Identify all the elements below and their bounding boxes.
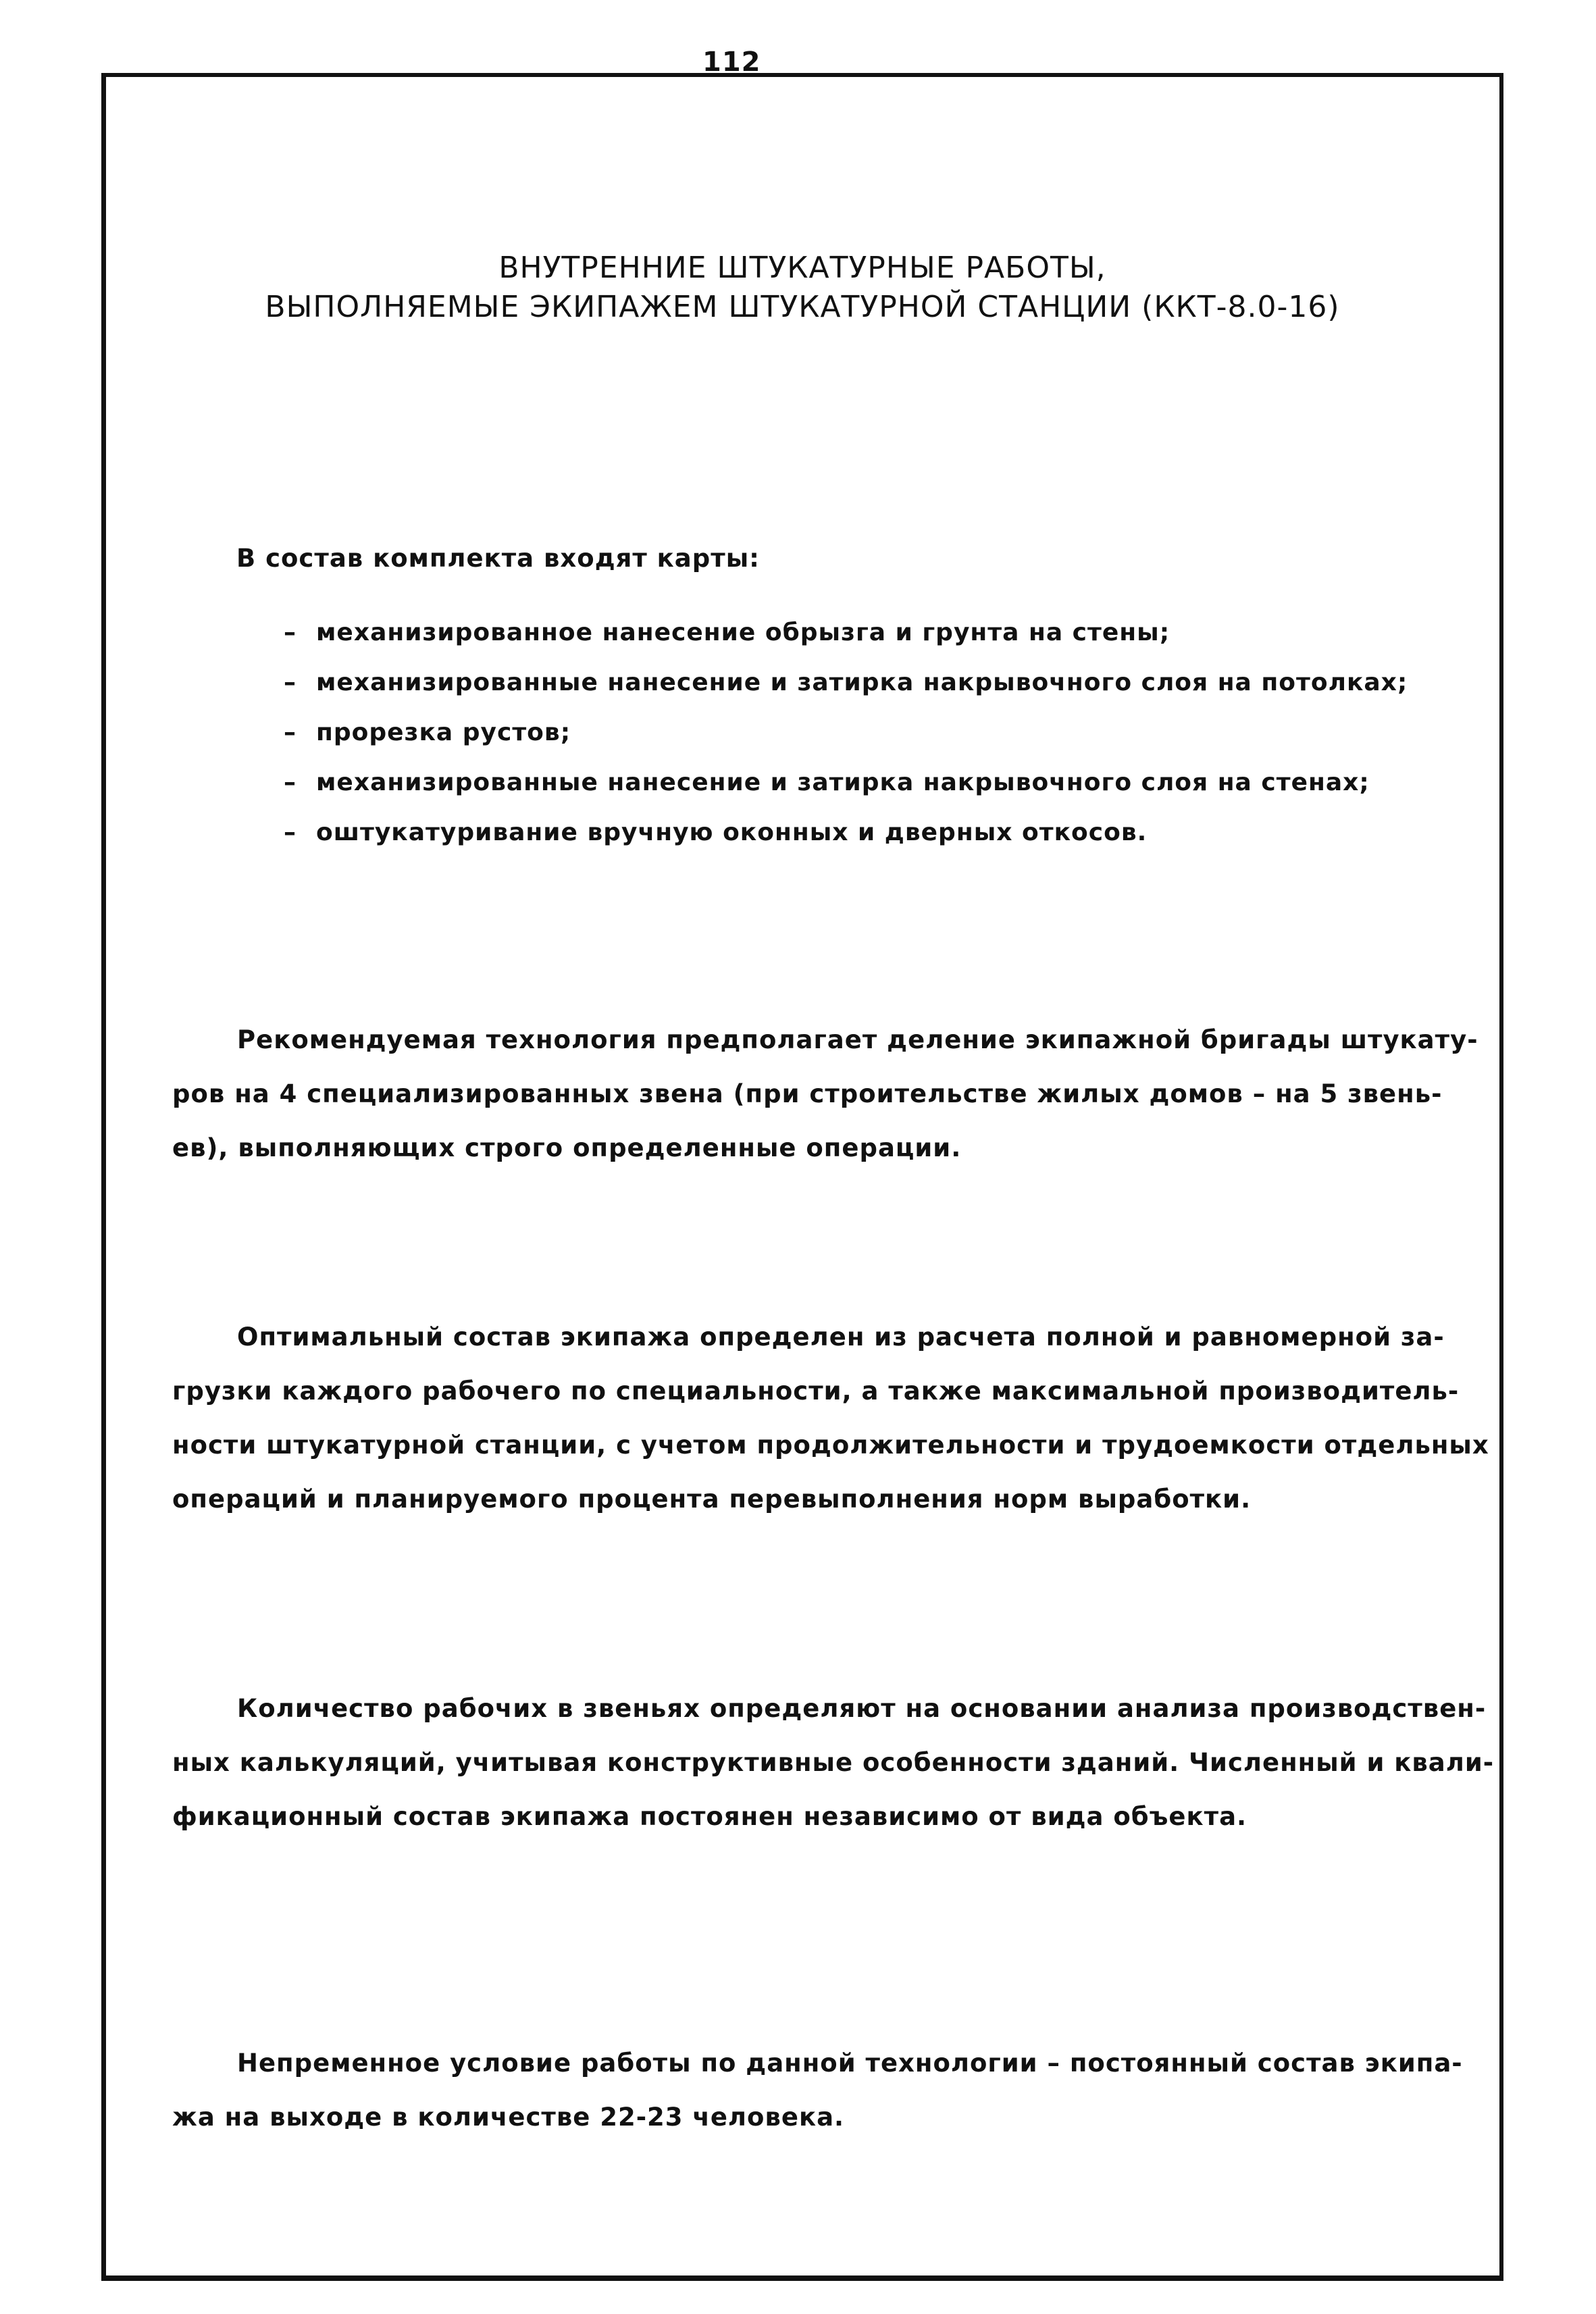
list-item bbox=[284, 708, 1408, 758]
list-item-text: прорезка рустов; bbox=[316, 719, 571, 746]
document-title bbox=[101, 249, 1503, 327]
paragraph-line: ности штукатурной станции, с учетом продолжительности и трудоемкости отдельных bbox=[172, 1431, 1489, 1460]
paragraph-line: грузки каждого рабочего по специальности, а также максимальной производитель- bbox=[172, 1377, 1460, 1406]
title-line-2: ВЫПОЛНЯЕМЫЕ ЭКИПАЖЕМ ШТУКАТУРНОЙ СТАНЦИИ (ККТ-8.0-16) bbox=[265, 290, 1340, 324]
paragraph-line: ев), выполняющих строго определенные операции. bbox=[172, 1133, 962, 1162]
list-item bbox=[284, 658, 1408, 708]
list-item bbox=[284, 808, 1408, 858]
paragraph-workers-count bbox=[172, 1682, 1495, 1844]
bullet-dash: – bbox=[284, 819, 297, 846]
paragraph-line: операций и планируемого процента перевыполнения норм выработки. bbox=[172, 1485, 1252, 1514]
paragraph-line: Количество рабочих в звеньях определяют на основании анализа производствен- bbox=[237, 1694, 1487, 1723]
paragraph-line: ных калькуляций, учитывая конструктивные особенности зданий. Численный и квали- bbox=[172, 1748, 1495, 1777]
list-item-text: механизированные нанесение и затирка накрывочного слоя на стенах; bbox=[316, 769, 1370, 796]
list-item bbox=[284, 608, 1408, 658]
paragraph-line: Рекомендуемая технология предполагает деление экипажной бригады штукату- bbox=[237, 1025, 1478, 1054]
title-line-1: ВНУТРЕННИЕ ШТУКАТУРНЫЕ РАБОТЫ, bbox=[498, 251, 1106, 285]
bullet-dash: – bbox=[284, 719, 297, 746]
bullet-dash: – bbox=[284, 619, 297, 646]
list-item-text: механизированные нанесение и затирка накрывочного слоя на потолках; bbox=[316, 669, 1408, 696]
list-item-text: механизированное нанесение обрызга и грунта на стены; bbox=[316, 619, 1170, 646]
paragraph-line: Непременное условие работы по данной технологии – постоянный состав экипа- bbox=[237, 2049, 1463, 2078]
paragraph-technology bbox=[172, 1013, 1478, 1175]
cards-intro: В состав комплекта входят карты: bbox=[236, 544, 760, 573]
paragraph-line: жа на выходе в количестве 22-23 человека. bbox=[172, 2103, 845, 2132]
page-number: 112 bbox=[702, 47, 761, 78]
page-frame bbox=[101, 73, 1503, 2281]
paragraph-line: ров на 4 специализированных звена (при строительстве жилых домов – на 5 звень- bbox=[172, 1079, 1443, 1108]
list-item-text: оштукатуривание вручную оконных и дверных откосов. bbox=[316, 819, 1148, 846]
paragraph-line: фикационный состав экипажа постоянен независимо от вида объекта. bbox=[172, 1802, 1247, 1831]
bullet-dash: – bbox=[284, 769, 297, 796]
paragraph-condition bbox=[172, 2036, 1463, 2144]
paragraph-optimal-crew bbox=[172, 1310, 1489, 1526]
bullet-dash: – bbox=[284, 669, 297, 696]
paragraph-line: Оптимальный состав экипажа определен из расчета полной и равномерной за- bbox=[237, 1322, 1445, 1352]
cards-list bbox=[284, 608, 1408, 858]
list-item bbox=[284, 758, 1408, 808]
